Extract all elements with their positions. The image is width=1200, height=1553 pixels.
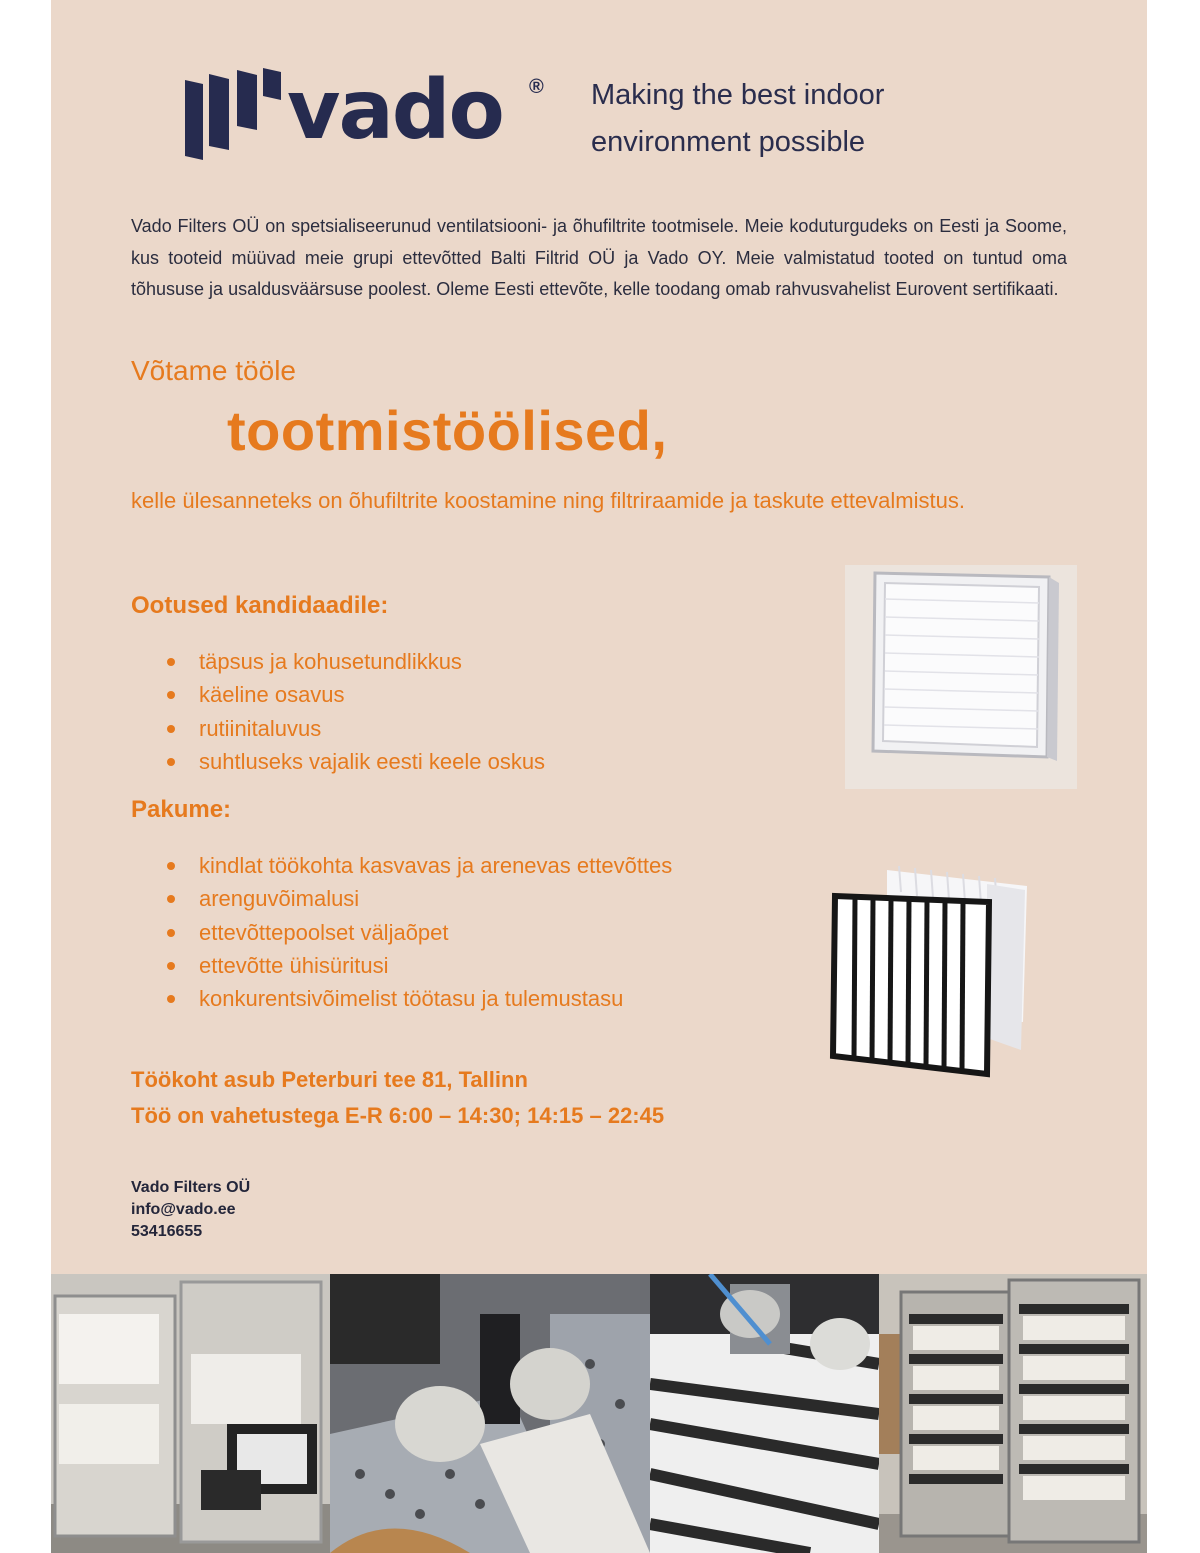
expectations-list <box>163 645 545 778</box>
registered-mark: ® <box>529 76 544 98</box>
contact-company: Vado Filters OÜ <box>131 1179 251 1196</box>
workplace-address: Töökoht asub Peterburi tee 81, Tallinn <box>131 1067 528 1092</box>
list-item: rutiinitaluvus <box>163 712 545 745</box>
contact-email: info@vado.ee <box>131 1201 236 1218</box>
list-item: arenguvõimalusi <box>163 882 672 915</box>
offer-heading: Pakume: <box>131 796 232 823</box>
pocket-filter-image <box>827 862 1033 1080</box>
job-poster <box>51 0 1147 1553</box>
photo-strip <box>51 1274 1147 1553</box>
intro-paragraph: Vado Filters OÜ on spetsialiseerunud ventilatsiooni- ja õhufiltrite tootmisele. Meie koduturgudeks on Eesti ja Soome, kus tooteid müüvad meie grupi ettevõtted Balti Filtrid OÜ ja Vado OY. Meie valmistatud tooted on tuntud oma tõhususe ja usaldusväärsuse poolest. Oleme Eesti ettevõte, kelle toodang omab rahvusvahelist Eurovent sertifikaati. <box>131 216 1067 299</box>
list-item: konkurentsivõimelist töötasu ja tulemustasu <box>163 982 672 1015</box>
job-title: tootmistöölised, <box>227 399 668 462</box>
list-item: kindlat töökohta kasvavas ja arenevas ettevõttes <box>163 849 672 882</box>
contact-block <box>131 1177 250 1243</box>
filter-assembly-photo <box>330 1274 650 1553</box>
tagline-line-1: Making the best indoor <box>591 79 885 111</box>
job-description: kelle ülesanneteks on õhufiltrite koostamine ning filtriraamide ja taskute ettevalmistus. <box>131 488 965 513</box>
hiring-lead: Võtame tööle <box>131 355 296 386</box>
frame-gluing-photo <box>650 1274 879 1553</box>
list-item: ettevõttepoolset väljaõpet <box>163 916 672 949</box>
list-item: käeline osavus <box>163 678 545 711</box>
expectations-heading: Ootused kandidaadile: <box>131 592 389 619</box>
tagline-line-2: environment possible <box>591 126 866 158</box>
tagline <box>591 72 971 166</box>
contact-phone: 53416655 <box>131 1223 203 1240</box>
panel-filter-image <box>845 565 1077 789</box>
filter-racks-photo <box>879 1274 1147 1553</box>
list-item: suhtluseks vajalik eesti keele oskus <box>163 745 545 778</box>
list-item: ettevõtte ühisüritusi <box>163 949 672 982</box>
offer-list <box>163 849 672 1015</box>
list-item: täpsus ja kohusetundlikkus <box>163 645 545 678</box>
warehouse-cart-photo <box>51 1274 330 1553</box>
work-shifts: Töö on vahetustega E-R 6:00 – 14:30; 14:15 – 22:45 <box>131 1103 665 1128</box>
brand-name: vado <box>287 63 503 158</box>
